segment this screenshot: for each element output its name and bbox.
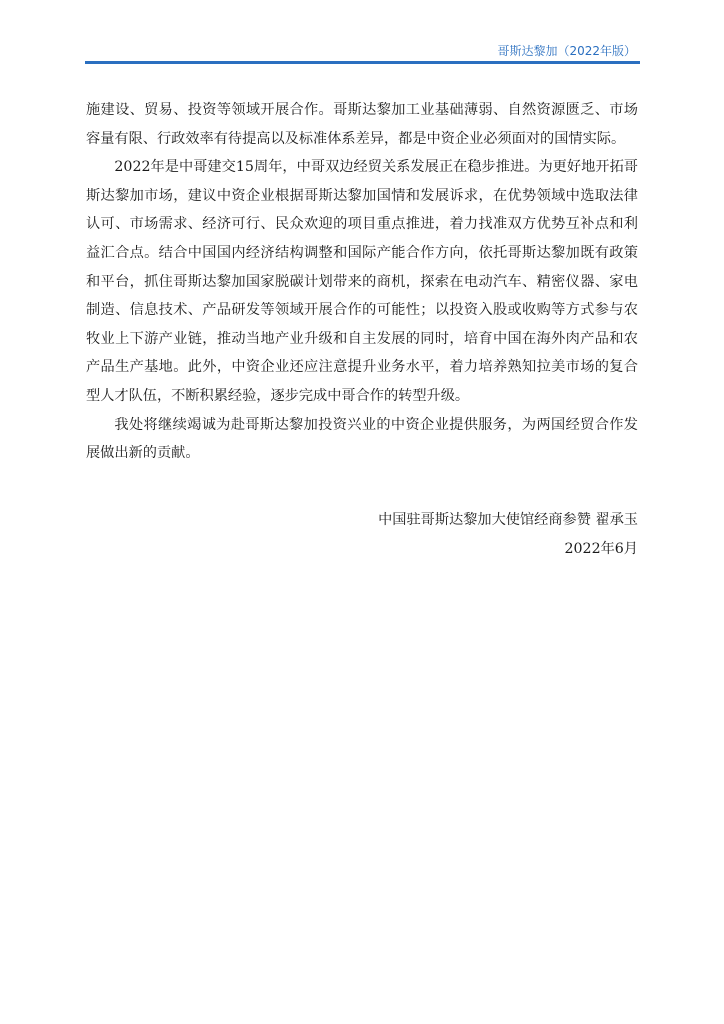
signature-date: 2022年6月 xyxy=(564,540,638,557)
signature-block xyxy=(378,506,638,563)
paragraph-closing: 我处将继续竭诚为赴哥斯达黎加投资兴业的中资企业提供服务，为两国经贸合作发展做出新的贡献。 xyxy=(86,416,638,462)
header-title: 哥斯达黎加（2022年版） xyxy=(497,44,636,58)
body-text xyxy=(86,96,638,468)
signature-author: 中国驻哥斯达黎加大使馆经商参赞 翟承玉 xyxy=(378,512,638,528)
paragraph-cooperation: 2022年是中哥建交15周年，中哥双边经贸关系发展正在稳步推进。为更好地开拓哥斯达黎加市场，建议中资企业根据哥斯达黎加国情和发展诉求，在优势领域中选取法律认可、市场需求、经济可行、民众欢迎的项目重点推进，着力找准双方优势互补点和利益汇合点。结合中国国内经济结构调整和国际产能合作方向，依托哥斯达黎加既有政策和平台，抓住哥斯达黎加国家脱碳计划带来的商机，探索在电动汽车、精密仪器、家电制造、信息技术、产品研发等领域开展合作的可能性；以投资入股或收购等方式参与农牧业上下游产业链，推动当地产业升级和自主发展的同时，培育中国在海外肉产品和农产品生产基地。此外，中资企业还应注意提升业务水平，着力培养熟知拉美市场的复合型人才队伍，不断积累经验，逐步完成中哥合作的转型升级。 xyxy=(86,159,638,404)
paragraph-continuation: 施建设、贸易、投资等领域开展合作。哥斯达黎加工业基础薄弱、自然资源匮乏、市场容量有限、行政效率有待提高以及标准体系差异，都是中资企业必须面对的国情实际。 xyxy=(86,102,638,147)
header-rule xyxy=(85,61,640,64)
page-header xyxy=(85,42,640,62)
